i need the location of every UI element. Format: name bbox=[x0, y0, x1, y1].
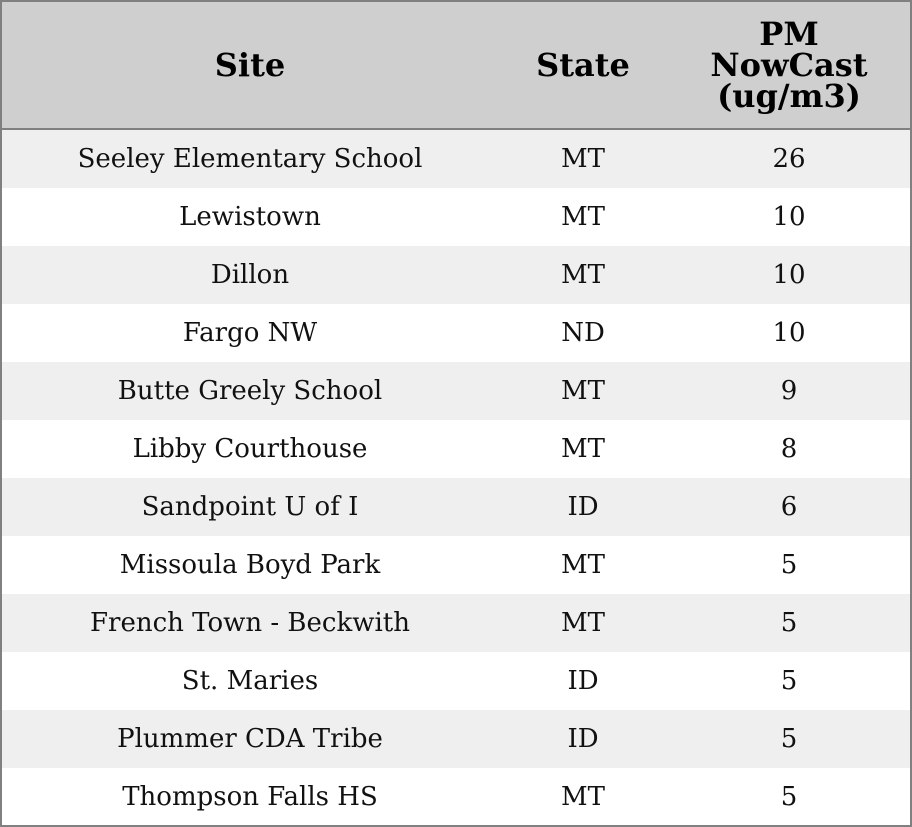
pm-value-cell: 9 bbox=[668, 362, 910, 420]
pm-value-cell: 10 bbox=[668, 246, 910, 304]
table-row bbox=[2, 536, 910, 594]
state-cell: ID bbox=[498, 710, 668, 768]
table-row bbox=[2, 478, 910, 536]
state-cell: MT bbox=[498, 420, 668, 478]
state-cell: ID bbox=[498, 478, 668, 536]
table-row bbox=[2, 362, 910, 420]
site-cell: French Town - Beckwith bbox=[2, 594, 498, 652]
unit-header-line: (ug/m3) bbox=[717, 76, 861, 115]
pm-value-cell: 26 bbox=[668, 129, 910, 188]
site-cell: St. Maries bbox=[2, 652, 498, 710]
table-row bbox=[2, 129, 910, 188]
state-cell: MT bbox=[498, 246, 668, 304]
site-column-header: Site bbox=[2, 2, 498, 129]
site-cell: Dillon bbox=[2, 246, 498, 304]
nowcast-header-line: NowCast bbox=[710, 45, 868, 84]
table-row bbox=[2, 246, 910, 304]
site-cell: Plummer CDA Tribe bbox=[2, 710, 498, 768]
pm-header-line: PM bbox=[759, 14, 819, 53]
site-cell: Butte Greely School bbox=[2, 362, 498, 420]
state-cell: MT bbox=[498, 188, 668, 246]
pm-value-cell: 5 bbox=[668, 536, 910, 594]
table-header bbox=[2, 2, 910, 129]
site-cell: Seeley Elementary School bbox=[2, 129, 498, 188]
table-row bbox=[2, 652, 910, 710]
table-row bbox=[2, 188, 910, 246]
site-cell: Missoula Boyd Park bbox=[2, 536, 498, 594]
pm-value-cell: 5 bbox=[668, 594, 910, 652]
pm-value-cell: 5 bbox=[668, 652, 910, 710]
state-cell: MT bbox=[498, 536, 668, 594]
table-body bbox=[2, 129, 910, 826]
site-cell: Lewistown bbox=[2, 188, 498, 246]
pm-value-cell: 10 bbox=[668, 304, 910, 362]
pm-value-cell: 5 bbox=[668, 710, 910, 768]
pm-value-cell: 6 bbox=[668, 478, 910, 536]
table-row bbox=[2, 768, 910, 826]
pm-nowcast-table bbox=[2, 2, 910, 826]
pm-value-cell: 8 bbox=[668, 420, 910, 478]
site-cell: Libby Courthouse bbox=[2, 420, 498, 478]
state-cell: ND bbox=[498, 304, 668, 362]
state-cell: MT bbox=[498, 362, 668, 420]
state-column-header: State bbox=[498, 2, 668, 129]
site-cell: Fargo NW bbox=[2, 304, 498, 362]
site-cell: Thompson Falls HS bbox=[2, 768, 498, 826]
state-cell: MT bbox=[498, 768, 668, 826]
pm-value-cell: 10 bbox=[668, 188, 910, 246]
table-row bbox=[2, 594, 910, 652]
state-cell: MT bbox=[498, 594, 668, 652]
site-cell: Sandpoint U of I bbox=[2, 478, 498, 536]
header-row bbox=[2, 2, 910, 129]
pm-value-cell: 5 bbox=[668, 768, 910, 826]
table-row bbox=[2, 420, 910, 478]
pm-nowcast-column-header bbox=[668, 2, 910, 129]
state-cell: MT bbox=[498, 129, 668, 188]
table-row bbox=[2, 710, 910, 768]
state-cell: ID bbox=[498, 652, 668, 710]
table-row bbox=[2, 304, 910, 362]
